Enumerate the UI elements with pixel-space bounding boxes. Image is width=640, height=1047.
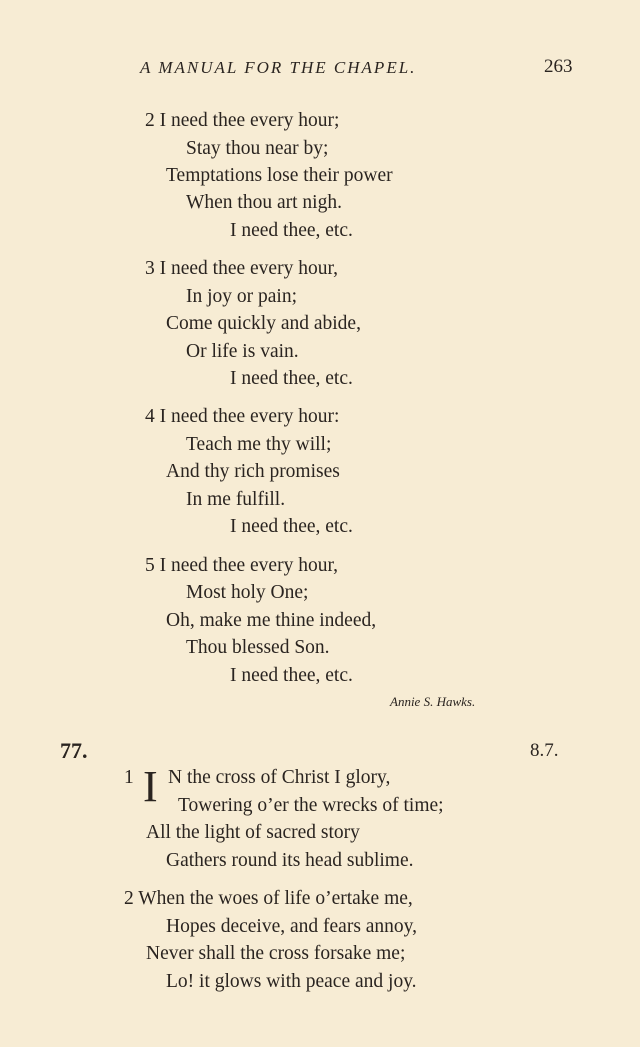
verse-line: N the cross of Christ I glory, <box>168 767 391 788</box>
verse-line: 5 I need thee every hour, <box>145 555 339 576</box>
hymn-number: 77. <box>60 738 88 763</box>
hymn-meter: 8.7. <box>530 740 559 761</box>
refrain-line: I need thee, etc. <box>230 368 353 389</box>
verse-line: 2 I need thee every hour; <box>145 110 340 131</box>
verse-line: Lo! it glows with peace and joy. <box>166 971 417 992</box>
verse-line: All the light of sacred story <box>146 822 360 843</box>
verse-line: 2 When the woes of life o’ertake me, <box>124 888 413 909</box>
verse-line: In joy or pain; <box>186 286 298 307</box>
running-header: A MANUAL FOR THE CHAPEL. <box>140 58 417 77</box>
verse-line: Towering o’er the wrecks of time; <box>178 795 444 816</box>
verse-line: Most holy One; <box>186 582 309 603</box>
verse-line: In me fulfill. <box>186 489 286 510</box>
verse-line: Temptations lose their power <box>166 165 393 186</box>
verse-line: Never shall the cross forsake me; <box>146 943 406 964</box>
verse-line: Come quickly and abide, <box>166 313 361 334</box>
verse-line: When thou art nigh. <box>186 192 342 213</box>
verse-line: Or life is vain. <box>186 341 299 362</box>
verse-line: 4 I need thee every hour: <box>145 406 340 427</box>
refrain-line: I need thee, etc. <box>230 516 353 537</box>
verse-line: And thy rich promises <box>166 461 340 482</box>
verse-number: 1 <box>124 767 134 788</box>
verse-line: Hopes deceive, and fears annoy, <box>166 916 418 937</box>
verse-line: Stay thou near by; <box>186 138 329 159</box>
verse-line: 3 I need thee every hour, <box>145 258 339 279</box>
page-number: 263 <box>544 56 573 77</box>
verse-line: Oh, make me thine indeed, <box>166 610 377 631</box>
verse-line: Thou blessed Son. <box>186 637 330 658</box>
refrain-line: I need thee, etc. <box>230 220 353 241</box>
drop-cap: I <box>143 762 158 811</box>
verse-line: Gathers round its head sublime. <box>166 850 414 871</box>
author-attribution: Annie S. Hawks. <box>390 694 476 709</box>
refrain-line: I need thee, etc. <box>230 665 353 686</box>
verse-line: Teach me thy will; <box>186 434 332 455</box>
